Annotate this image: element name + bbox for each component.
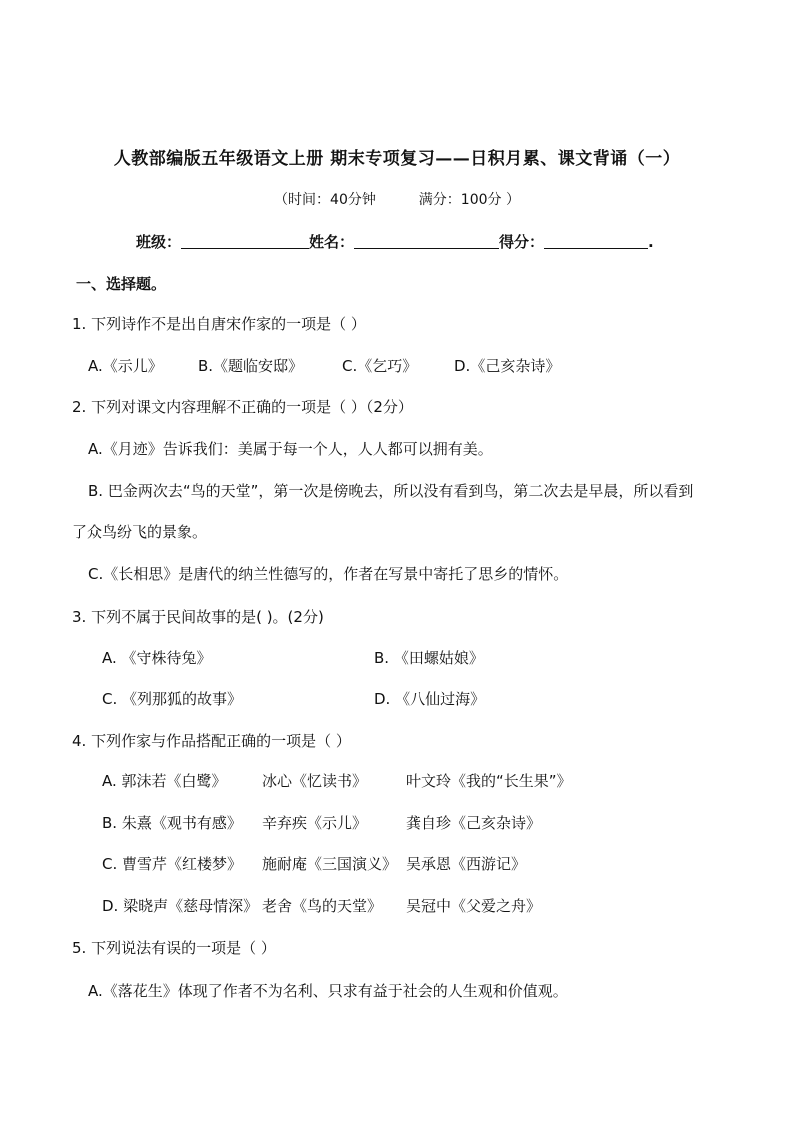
question-options-4-d: [102, 895, 541, 917]
question-stem-1: 1. 下列诗作不是出自唐宋作家的一项是（ ）: [72, 315, 366, 333]
option-b: B. 巴金两次去“鸟的天堂”，第一次是傍晚去，所以没有看到鸟，第二次去是早晨，所以看到: [88, 482, 694, 500]
score-info: 满分：100分 ）: [418, 192, 520, 208]
option-b-pair3: 龚自珍《己亥杂诗》: [406, 814, 542, 832]
question-options-1: [88, 355, 560, 377]
question-stem-3: 3. 下列不属于民间故事的是( )。(2分): [72, 608, 324, 626]
option-c-pair1: C. 曹雪芹《红楼梦》: [102, 855, 243, 873]
option-a-pair1: A. 郭沫若《白鹭》: [102, 772, 227, 790]
option-b-pair1: B. 朱熹《观书有感》: [102, 814, 242, 832]
option-a-pair2: 冰心《忆读书》: [262, 772, 368, 790]
name-label: 姓名：: [309, 233, 355, 251]
option-d-pair1: D. 梁晓声《慈母情深》: [102, 897, 259, 915]
option-a: A.《月迹》告诉我们：美属于每一个人，人人都可以拥有美。: [88, 440, 493, 458]
option-d: D. 《八仙过海》: [374, 690, 486, 708]
option-d: D.《己亥杂诗》: [454, 357, 561, 375]
option-b-pair2: 辛弃疾《示儿》: [262, 814, 368, 832]
option-a: A. 《守株待兔》: [102, 649, 212, 667]
option-c: C. 《列那狐的故事》: [102, 690, 243, 708]
class-field[interactable]: [181, 232, 309, 249]
question-options-4-a: [102, 770, 572, 792]
option-b-continued: 了众鸟纷飞的景象。: [72, 523, 208, 541]
end-mark: .: [648, 233, 654, 251]
question-options-3-row2: [102, 688, 485, 710]
time-info: （时间：40分钟: [274, 192, 376, 208]
option-b: B.《题临安邸》: [198, 357, 304, 375]
option-a: A.《示儿》: [88, 357, 163, 375]
question-options-4-b: [102, 812, 541, 834]
student-info-row: [136, 231, 654, 252]
class-label: 班级：: [136, 233, 182, 251]
option-c: C.《乞巧》: [342, 357, 418, 375]
score-label: 得分：: [499, 233, 545, 251]
exam-meta: [0, 189, 794, 209]
section-title: 一、选择题。: [76, 275, 167, 293]
question-stem-5: 5. 下列说法有误的一项是（ ）: [72, 939, 276, 957]
question-options-3-row1: [102, 647, 484, 669]
option-d-pair3: 吴冠中《父爱之舟》: [406, 897, 542, 915]
score-field[interactable]: [544, 232, 648, 249]
name-field[interactable]: [354, 232, 499, 249]
question-stem-2: 2. 下列对课文内容理解不正确的一项是（ ）（2分）: [72, 398, 413, 416]
option-d-pair2: 老舍《鸟的天堂》: [262, 897, 383, 915]
page-title: 人教部编版五年级语文上册 期末专项复习——日积月累、课文背诵（一）: [113, 149, 681, 169]
question-stem-4: 4. 下列作家与作品搭配正确的一项是（ ）: [72, 732, 351, 750]
option-a-pair3: 叶文玲《我的“长生果”》: [406, 772, 572, 790]
option-c-pair3: 吴承恩《西游记》: [406, 855, 527, 873]
option-a: A.《落花生》体现了作者不为名利、只求有益于社会的人生观和价值观。: [88, 982, 568, 1000]
option-c-pair2: 施耐庵《三国演义》: [262, 855, 398, 873]
question-options-4-c: [102, 853, 526, 875]
option-b: B. 《田螺姑娘》: [374, 649, 484, 667]
option-c: C.《长相思》是唐代的纳兰性德写的，作者在写景中寄托了思乡的情怀。: [88, 565, 569, 583]
